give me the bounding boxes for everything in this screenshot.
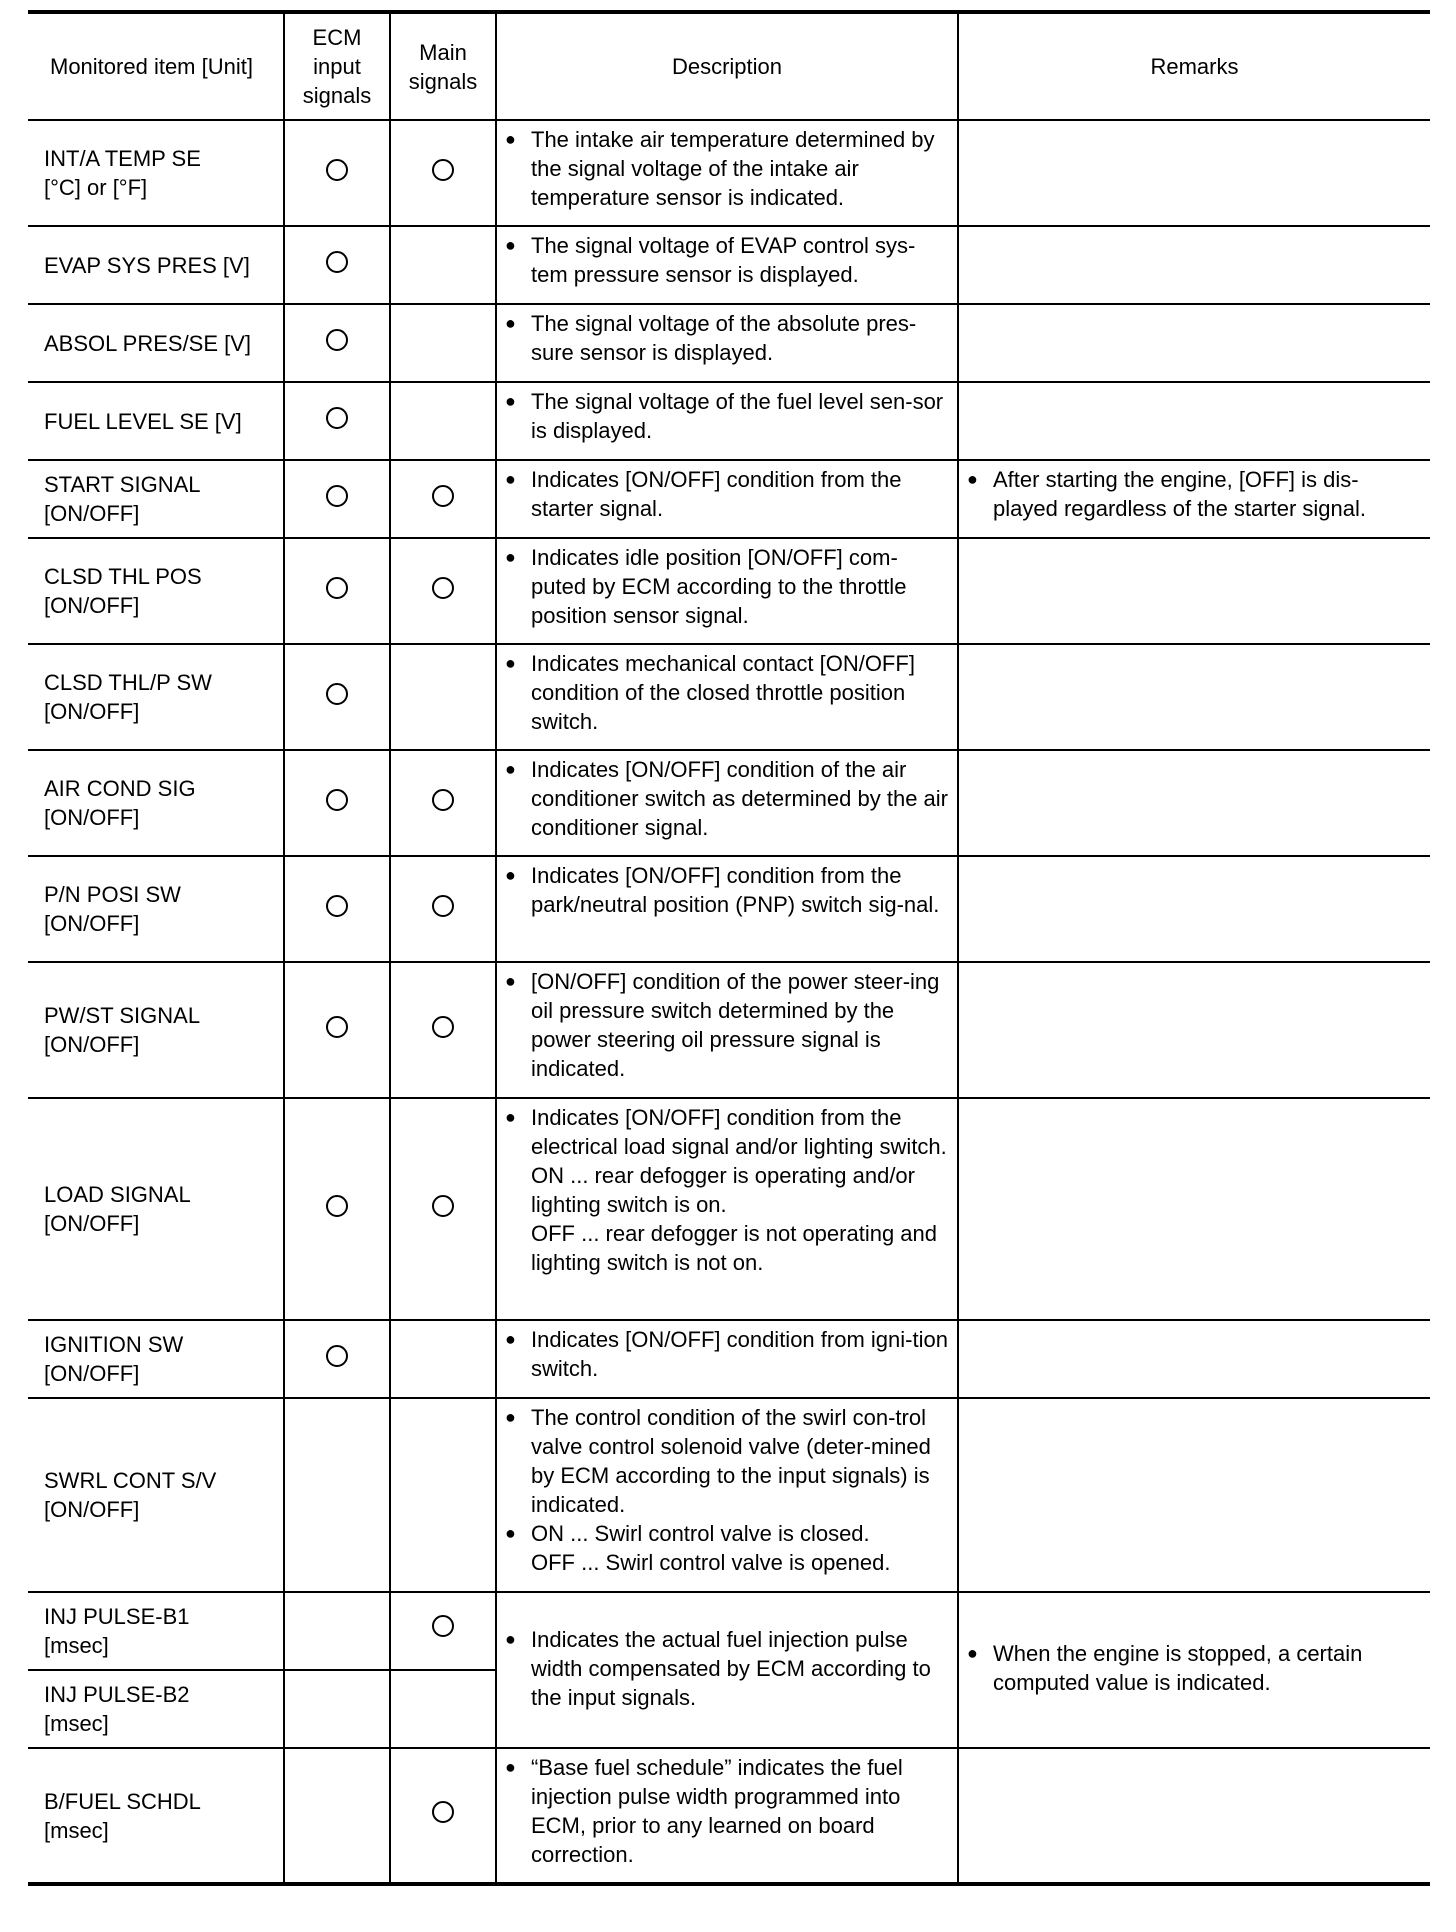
item-cell [28,750,284,856]
description-cell [496,1098,958,1320]
item-cell [28,1592,284,1670]
ecm-input-cell [284,1592,390,1670]
item-name: LOAD SIGNAL [44,1182,191,1207]
remarks-cell [958,750,1430,856]
remarks-cell [958,538,1430,644]
description-cell [496,538,958,644]
item-name: ABSOL PRES/SE [V] [44,330,252,356]
bullet-icon: ● [505,235,516,255]
description-cell [496,856,958,962]
description-text: Indicates [ON/OFF] condition from igni-tion switch. [531,1327,948,1381]
ecm-input-cell [284,1320,390,1398]
header-ecm-line-3: signals [302,83,372,108]
circle-mark-icon [326,1345,348,1367]
table-row [28,226,1430,304]
remarks-cell [958,1592,1430,1748]
item-unit: [ON/OFF] [44,1361,140,1386]
table-row [28,1398,1430,1592]
bullet-icon: ● [505,469,516,489]
ecm-input-cell [284,1670,390,1748]
table-row [28,304,1430,382]
item-unit: [ON/OFF] [44,1211,140,1236]
ecm-input-cell [284,856,390,962]
description-text: Indicates idle position [ON/OFF] com-puted by ECM according to the throttle position sensor signal. [531,545,907,628]
item-unit: [msec] [44,1633,109,1658]
bullet-icon: ● [967,469,978,489]
table-row [28,1098,1430,1320]
circle-mark-icon [326,895,348,917]
ecm-input-cell [284,460,390,538]
description-text: “Base fuel schedule” indicates the fuel injection pulse width programmed into ECM, prior to any learned on board correction. [531,1755,903,1867]
item-unit: [msec] [44,1711,109,1736]
bullet-icon: ● [505,1628,516,1649]
description-text: Indicates [ON/OFF] condition from the electrical load signal and/or lighting switch. [531,1105,947,1159]
circle-mark-icon [432,577,454,599]
item-cell [28,1748,284,1884]
circle-mark-icon [432,1195,454,1217]
item-unit: [°C] or [°F] [44,175,148,200]
description-cell [496,1748,958,1884]
bullet-icon: ● [505,1107,516,1127]
main-signal-cell [390,1592,496,1670]
description-cell [496,382,958,460]
header-monitored-item: Monitored item [Unit] [28,12,284,120]
item-name: EVAP SYS PRES [V] [44,252,250,278]
circle-mark-icon [326,577,348,599]
description-cell [496,304,958,382]
remarks-cell [958,1098,1430,1320]
item-unit: [ON/OFF] [44,805,140,830]
description-text: [ON/OFF] condition of the power steer-ing oil pressure switch determined by the power steering oil pressure signal is indicated. [531,969,940,1081]
description-text: The intake air temperature determined by the signal voltage of the intake air temperature sensor is indicated. [531,127,935,210]
description-text: The control condition of the swirl con-trol valve control solenoid valve (deter-mined by ECM according to the input signals) is indicated. [531,1405,931,1517]
table-row [28,460,1430,538]
item-name: PW/ST SIGNAL [44,1003,201,1028]
remarks-cell [958,304,1430,382]
bullet-icon: ● [505,1523,516,1543]
item-unit: [msec] [44,1817,109,1843]
item-cell [28,460,284,538]
description-on-text: ON ... Swirl control valve is closed. [531,1521,870,1546]
header-main-line-1: Main [419,39,467,65]
description-cell [496,750,958,856]
ecm-input-cell [284,962,390,1098]
header-ecm-input-signals [284,12,390,120]
description-cell [496,1592,958,1748]
table-row [28,644,1430,750]
description-off-text: OFF ... Swirl control valve is opened. [531,1550,891,1575]
bullet-icon: ● [505,865,516,885]
ecm-input-cell [284,382,390,460]
bullet-icon: ● [505,1329,516,1349]
description-cell [496,1320,958,1398]
item-name: INT/A TEMP SE [44,146,201,171]
header-main-signals [390,12,496,120]
item-cell [28,856,284,962]
item-unit: [ON/OFF] [44,699,140,724]
description-text: Indicates [ON/OFF] condition from the park/neutral position (PNP) switch sig-nal. [531,863,940,917]
item-name: CLSD THL/P SW [44,670,212,695]
item-name: B/FUEL SCHDL [44,1788,201,1814]
item-name: START SIGNAL [44,472,201,497]
item-cell [28,226,284,304]
remarks-cell [958,1320,1430,1398]
remarks-cell [958,1748,1430,1884]
ecm-input-cell [284,538,390,644]
monitored-items-table [28,10,1430,1886]
description-on-text: ON ... rear defogger is operating and/or lighting switch is on. [531,1163,915,1217]
remark-text: After starting the engine, [OFF] is dis-played regardless of the starter signal. [993,467,1366,521]
remarks-cell [958,120,1430,226]
main-signal-cell [390,460,496,538]
circle-mark-icon [432,159,454,181]
header-ecm-line-2: input [313,54,361,79]
item-cell [28,538,284,644]
item-name: SWRL CONT S/V [44,1468,217,1493]
bullet-icon: ● [505,129,516,149]
header-remarks: Remarks [958,12,1430,120]
main-signal-cell [390,538,496,644]
bullet-icon: ● [505,759,516,779]
circle-mark-icon [432,1615,454,1637]
remarks-cell [958,644,1430,750]
circle-mark-icon [432,1016,454,1038]
bullet-icon: ● [505,547,516,567]
header-ecm-line-1: ECM [312,25,362,50]
item-cell [28,120,284,226]
main-signal-cell [390,962,496,1098]
remarks-cell [958,460,1430,538]
item-unit: [ON/OFF] [44,1032,140,1057]
item-name: INJ PULSE-B1 [44,1604,190,1629]
description-cell [496,962,958,1098]
remarks-cell [958,856,1430,962]
main-signal-cell [390,1320,496,1398]
table-row [28,382,1430,460]
main-signal-cell [390,304,496,382]
main-signal-cell [390,120,496,226]
item-unit: [ON/OFF] [44,593,140,618]
item-cell [28,1670,284,1748]
main-signal-cell [390,1748,496,1884]
circle-mark-icon [432,1801,454,1823]
circle-mark-icon [326,683,348,705]
remarks-cell [958,226,1430,304]
item-name: P/N POSI SW [44,882,181,907]
table-row [28,1748,1430,1884]
circle-mark-icon [432,485,454,507]
item-name: INJ PULSE-B2 [44,1682,190,1707]
main-signal-cell [390,1398,496,1592]
main-signal-cell [390,856,496,962]
ecm-input-cell [284,226,390,304]
header-row [28,12,1430,120]
description-text: The signal voltage of the absolute pres-sure sensor is displayed. [531,311,917,365]
item-cell [28,1398,284,1592]
header-main-line-2: signals [408,68,478,94]
main-signal-cell [390,750,496,856]
item-cell [28,962,284,1098]
bullet-icon: ● [505,971,516,991]
description-text: Indicates mechanical contact [ON/OFF] condition of the closed throttle position switch. [531,651,915,734]
table-row [28,856,1430,962]
remarks-cell [958,382,1430,460]
circle-mark-icon [326,251,348,273]
table-row [28,538,1430,644]
item-cell [28,304,284,382]
bullet-icon: ● [505,391,516,411]
description-off-text: OFF ... rear defogger is not operating and lighting switch is not on. [531,1221,938,1275]
item-name: IGNITION SW [44,1332,184,1357]
description-cell [496,460,958,538]
item-name: FUEL LEVEL SE [V] [44,408,242,434]
item-unit: [ON/OFF] [44,911,140,936]
ecm-input-cell [284,1398,390,1592]
bullet-icon: ● [967,1643,978,1663]
item-cell [28,1320,284,1398]
circle-mark-icon [326,159,348,181]
description-cell [496,226,958,304]
circle-mark-icon [326,1016,348,1038]
ecm-input-cell [284,1098,390,1320]
header-description: Description [496,12,958,120]
table-row [28,962,1430,1098]
bullet-icon: ● [505,1407,516,1427]
description-cell [496,644,958,750]
description-text: Indicates the actual fuel injection pulse width compensated by ECM according to the input signals. [531,1626,931,1710]
ecm-input-cell [284,120,390,226]
item-cell [28,382,284,460]
item-unit: [ON/OFF] [44,501,140,526]
description-text: The signal voltage of the fuel level sen-sor is displayed. [531,389,944,443]
main-signal-cell [390,1098,496,1320]
remarks-cell [958,962,1430,1098]
main-signal-cell [390,644,496,750]
remark-text: When the engine is stopped, a certain computed value is indicated. [993,1641,1363,1695]
main-signal-cell [390,226,496,304]
table-row [28,1592,1430,1670]
main-signal-cell [390,1670,496,1748]
item-cell [28,1098,284,1320]
table-row [28,1320,1430,1398]
description-cell [496,1398,958,1592]
bullet-icon: ● [505,653,516,673]
description-text: Indicates [ON/OFF] condition from the starter signal. [531,467,902,521]
circle-mark-icon [326,329,348,351]
circle-mark-icon [326,1195,348,1217]
circle-mark-icon [326,407,348,429]
ecm-input-cell [284,304,390,382]
item-unit: [ON/OFF] [44,1497,140,1522]
main-signal-cell [390,382,496,460]
bullet-icon: ● [505,1757,516,1777]
bullet-icon: ● [505,313,516,333]
remarks-cell [958,1398,1430,1592]
circle-mark-icon [432,895,454,917]
ecm-input-cell [284,750,390,856]
item-name: AIR COND SIG [44,776,196,801]
circle-mark-icon [326,789,348,811]
description-text: Indicates [ON/OFF] condition of the air conditioner switch as determined by the air conditioner signal. [531,757,948,840]
ecm-input-cell [284,1748,390,1884]
table-row [28,120,1430,226]
description-text: The signal voltage of EVAP control sys-tem pressure sensor is displayed. [531,233,916,287]
document [28,10,1430,1886]
ecm-input-cell [284,644,390,750]
item-cell [28,644,284,750]
item-name: CLSD THL POS [44,564,202,589]
circle-mark-icon [326,485,348,507]
circle-mark-icon [432,789,454,811]
description-cell [496,120,958,226]
table-row [28,750,1430,856]
